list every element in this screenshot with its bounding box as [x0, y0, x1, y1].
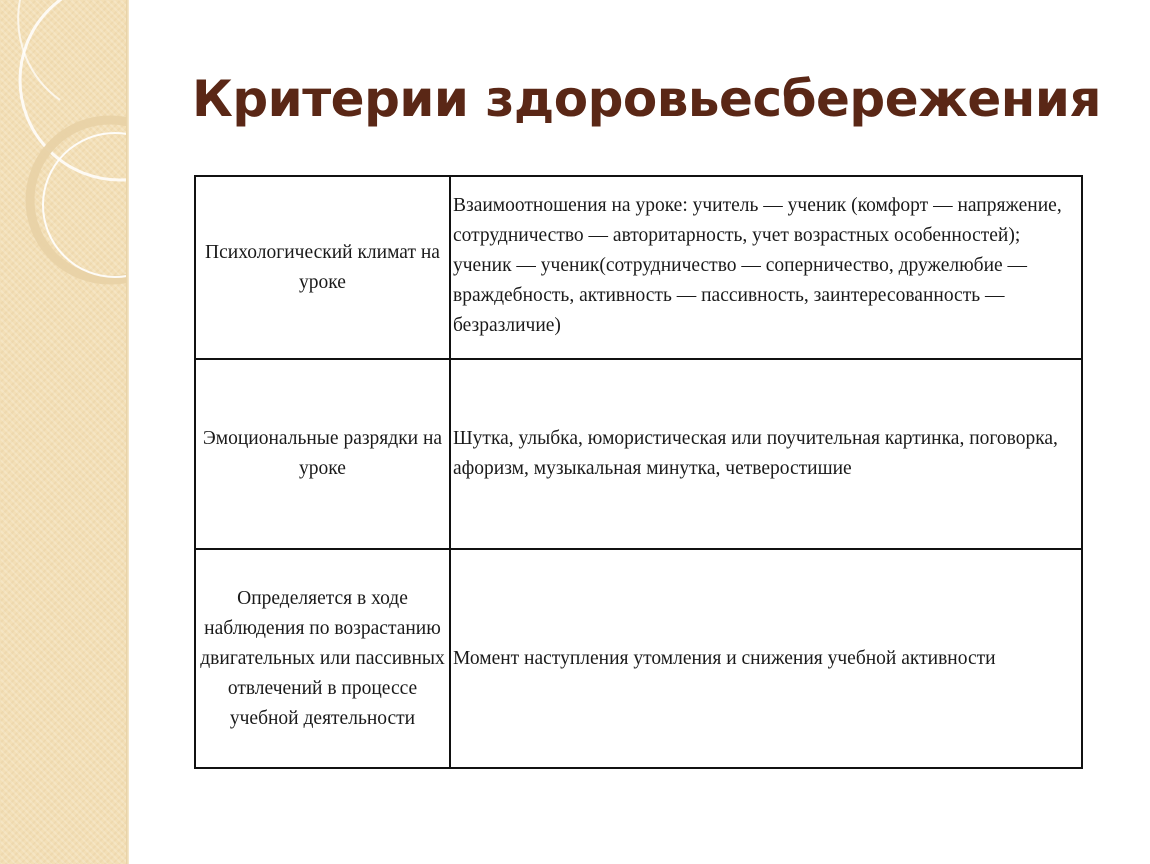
description-cell: Шутка, улыбка, юмористическая или поучительная картинка, поговорка, афоризм, музыкальная минутка, четверостишие [450, 359, 1082, 549]
criterion-cell: Определяется в ходе наблюдения по возрастанию двигательных или пассивных отвлечений в процессе учебной деятельности [195, 549, 450, 768]
ring-large [20, 0, 128, 180]
table-row [195, 359, 1082, 549]
description-cell: Взаимоотношения на уроке: учитель — ученик (комфорт — напряжение, сотрудничество — авторитарность, учет возрастных особенностей); ученик — ученик(сотрудничество — соперничество, дружелюбие — враждебность, активность — пассивность, заинтересованность — безразличие) [450, 176, 1082, 359]
slide-title: Критерии здоровьесбережения [192, 70, 1101, 128]
side-strip-border [126, 0, 129, 864]
criterion-cell: Эмоциональные разрядки на уроке [195, 359, 450, 549]
decorative-side-strip [0, 0, 128, 864]
criteria-table [194, 175, 1083, 769]
decorative-rings [0, 0, 128, 864]
description-cell: Момент наступления утомления и снижения учебной активности [450, 549, 1082, 768]
table-row [195, 176, 1082, 359]
criterion-cell: Психологический климат на уроке [195, 176, 450, 359]
table-row [195, 549, 1082, 768]
